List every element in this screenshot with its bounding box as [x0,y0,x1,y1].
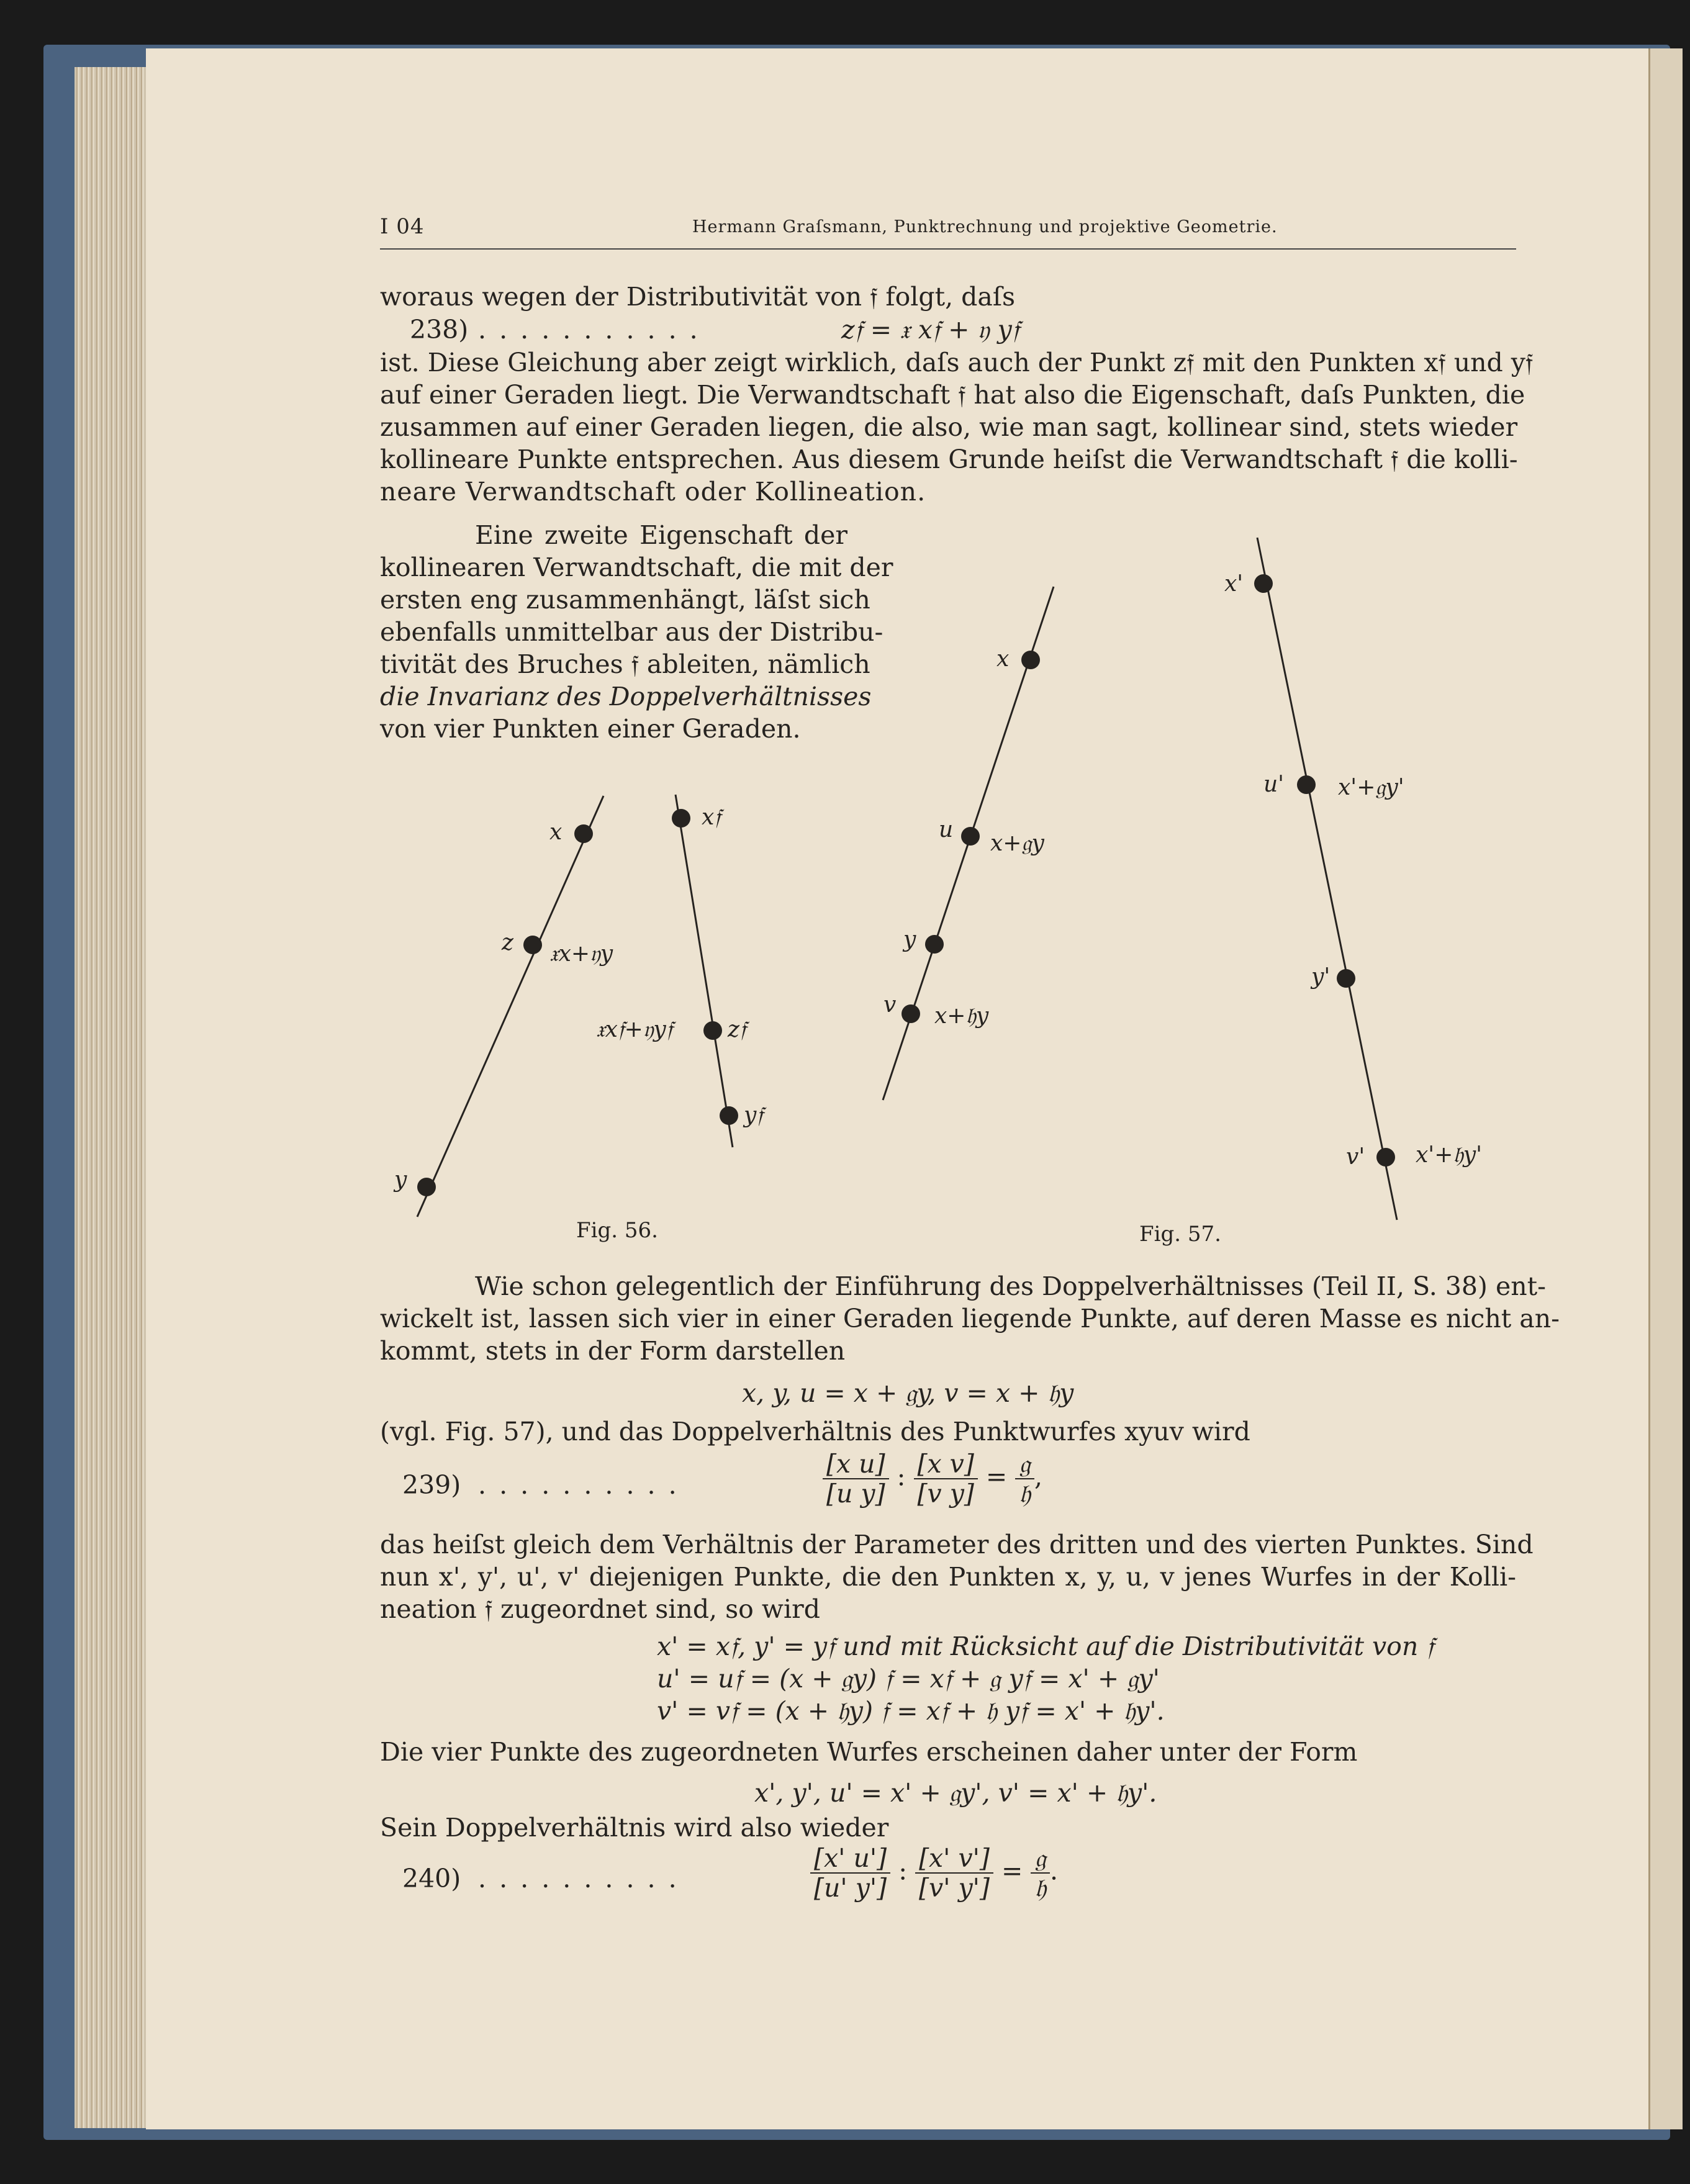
text-line: ersten eng zusammenhängt, läſst sich [380,585,870,615]
text-line: ebenfalls unmittelbar aus der Distribu- [380,617,883,647]
fig57-point-x [1021,651,1040,669]
text-line: wickelt ist, lassen sich vier in einer Geraden liegende Punkte, auf deren Masse es nicht an- [380,1304,1560,1333]
frac-numerator: 𝔤 [1015,1450,1034,1479]
fig57-label-vp: v' [1346,1144,1365,1170]
fig57-label-vexpr: x+𝔥y [934,1003,989,1029]
fig56-label-mid: 𝔵x𝔣+𝔶y𝔣 [596,1017,673,1042]
fig57-point-yp [1337,969,1355,988]
fig57-label-vpexpr: x'+𝔥y' [1416,1142,1482,1168]
fig56-caption: Fig. 56. [576,1218,658,1243]
text-line: von vier Punkten einer Geraden. [380,714,801,744]
fig56-label-z: z [502,930,513,955]
fig57-label-xp: x' [1224,571,1244,597]
equation-line: u' = u𝔣 = (x + 𝔤y) 𝔣 = x𝔣 + 𝔤 y𝔣 = x' + 𝔤y' [657,1664,1160,1694]
text-line: nun x', y', u', v' diejenigen Punkte, die den Punkten x, y, u, v jenes Wurfes in der Kolli- [380,1562,1516,1592]
fig57-point-v [901,1004,920,1023]
equation-form: x, y, u = x + 𝔤y, v = x + 𝔥y [742,1378,1074,1408]
fig57-point-y [925,935,944,954]
fig56-point-yf [720,1106,738,1125]
fig56-label-xf: x𝔣 [702,805,721,830]
equation-238: z𝔣 = 𝔵 x𝔣 + 𝔶 y𝔣 [841,315,1019,345]
fig57-point-xp [1254,574,1273,593]
fig56-point-xf [672,809,690,828]
running-title: Hermann Graſsmann, Punktrechnung und projektive Geometrie. [692,217,1278,237]
equation-number: 240) [402,1864,461,1893]
leader-dots: . . . . . . . . . . [478,1864,679,1893]
text-line: das heiſst gleich dem Verhältnis der Parameter des dritten und des vierten Punktes. Sind [380,1530,1534,1559]
fig56-point-z [523,936,542,954]
fig56-line-a [417,796,603,1217]
fig57-label-y: y [903,927,916,952]
frac-numerator: [x' v'] [915,1844,993,1874]
fig57-caption: Fig. 57. [1139,1222,1221,1247]
text-line: kollineare Punkte entsprechen. Aus diesem Grunde heiſst die Verwandtschaft 𝔣 die kolli- [380,444,1518,474]
leader-dots: . . . . . . . . . . . [478,315,700,345]
equation-240: $\frac{[x' u']}{[u' y']}$ : $\frac{[x' v']}{[v' y']}$ = $\frac{\text{𝔤}}{\text{𝔥}}$ . [810,1844,1058,1902]
frac-numerator: [x v] [914,1450,978,1479]
frac-denominator: [v y] [917,1479,974,1509]
fig57-label-u: u [939,817,954,842]
frac-denominator: 𝔥 [1019,1479,1031,1509]
fig56-label-yf: y𝔣 [744,1103,764,1128]
equation-number: 239) [402,1470,461,1500]
fig56-label-x: x [549,819,563,845]
frac-denominator: [v' y'] [919,1873,990,1903]
frac-denominator: [u y] [826,1479,885,1509]
fig56-point-y [417,1178,436,1196]
equation-line: x' = x𝔣, y' = y𝔣 und mit Rücksicht auf die Distributivität von 𝔣 [657,1631,1434,1661]
fig57-label-upexpr: x'+𝔤y' [1338,775,1404,800]
fig56-label-y: y [394,1167,407,1193]
text-line: auf einer Geraden liegt. Die Verwandtschaft 𝔣 hat also die Eigenschaft, daſs Punkten, die [380,380,1525,410]
equation-form: x', y', u' = x' + 𝔤y', v' = x' + 𝔥y'. [754,1778,1157,1808]
fig56-label-zf: z𝔣 [728,1017,746,1042]
fig57-label-v: v [883,992,897,1018]
equation-line: v' = v𝔣 = (x + 𝔥y) 𝔣 = x𝔣 + 𝔥 y𝔣 = x' + 𝔥y'. [657,1696,1165,1726]
fig57-label-yp: y' [1311,964,1331,990]
fig57-label-uexpr: x+𝔤y [990,831,1044,856]
fig57-line-b [1257,538,1397,1220]
page-number: I 04 [380,214,425,239]
leader-dots: . . . . . . . . . . [478,1470,679,1500]
fig57-point-vp [1376,1148,1395,1166]
text-line: die Invarianz des Doppelverhältnisses [380,682,872,711]
text-line: ist. Diese Gleichung aber zeigt wirklich, daſs auch der Punkt z𝔣 mit den Punkten x𝔣 und y𝔣 [380,348,1534,377]
fig57-point-up [1297,775,1316,794]
fig56-point-zf [703,1021,722,1040]
frac-denominator: [u' y'] [814,1873,887,1903]
fig56-point-x [574,824,593,843]
text-line: neation 𝔣 zugeordnet sind, so wird [380,1594,820,1624]
text-line: Eine zweite Eigenschaft der [475,520,847,550]
frac-numerator: 𝔤 [1031,1844,1050,1874]
frac-numerator: [x u] [823,1450,889,1479]
fig57-label-x: x [996,646,1010,672]
equation-number: 238) [410,315,469,345]
fig56-line-b [676,795,733,1147]
frac-denominator: 𝔥 [1034,1873,1047,1903]
text-line: zusammen auf einer Geraden liegen, die also, wie man sagt, kollinear sind, stets wieder [380,412,1518,442]
text-line: Sein Doppelverhältnis wird also wieder [380,1813,889,1843]
frac-numerator: [x' u'] [810,1844,890,1874]
text-line: Wie schon gelegentlich der Einführung des Doppelverhältnisses (Teil II, S. 38) ent- [475,1271,1546,1301]
text-line: woraus wegen der Distributivität von 𝔣 folgt, daſs [380,282,1016,312]
text-line: kollinearen Verwandtschaft, die mit der [380,553,893,582]
fig57-point-u [961,827,980,846]
text-line: kommt, stets in der Form darstellen [380,1336,846,1366]
equation-239: $\frac{\text{[x u]}}{\text{[u y]}}$ : $\frac{\text{[x v]}}{\text{[v y]}}$ = $\frac{\text{𝔤}}{\text{𝔥}}$ , [823,1450,1042,1508]
text-line: neare Verwandtschaft oder Kollineation. [380,477,926,507]
text-line: Die vier Punkte des zugeordneten Wurfes erscheinen daher unter der Form [380,1737,1358,1767]
fig57-label-up: u' [1263,772,1285,797]
text-line: (vgl. Fig. 57), und das Doppelverhältnis des Punktwurfes xyuv wird [380,1417,1250,1446]
text-line: tivität des Bruches 𝔣 ableiten, nämlich [380,649,870,679]
fig56-label-zexpr: 𝔵x+𝔶y [549,941,613,967]
